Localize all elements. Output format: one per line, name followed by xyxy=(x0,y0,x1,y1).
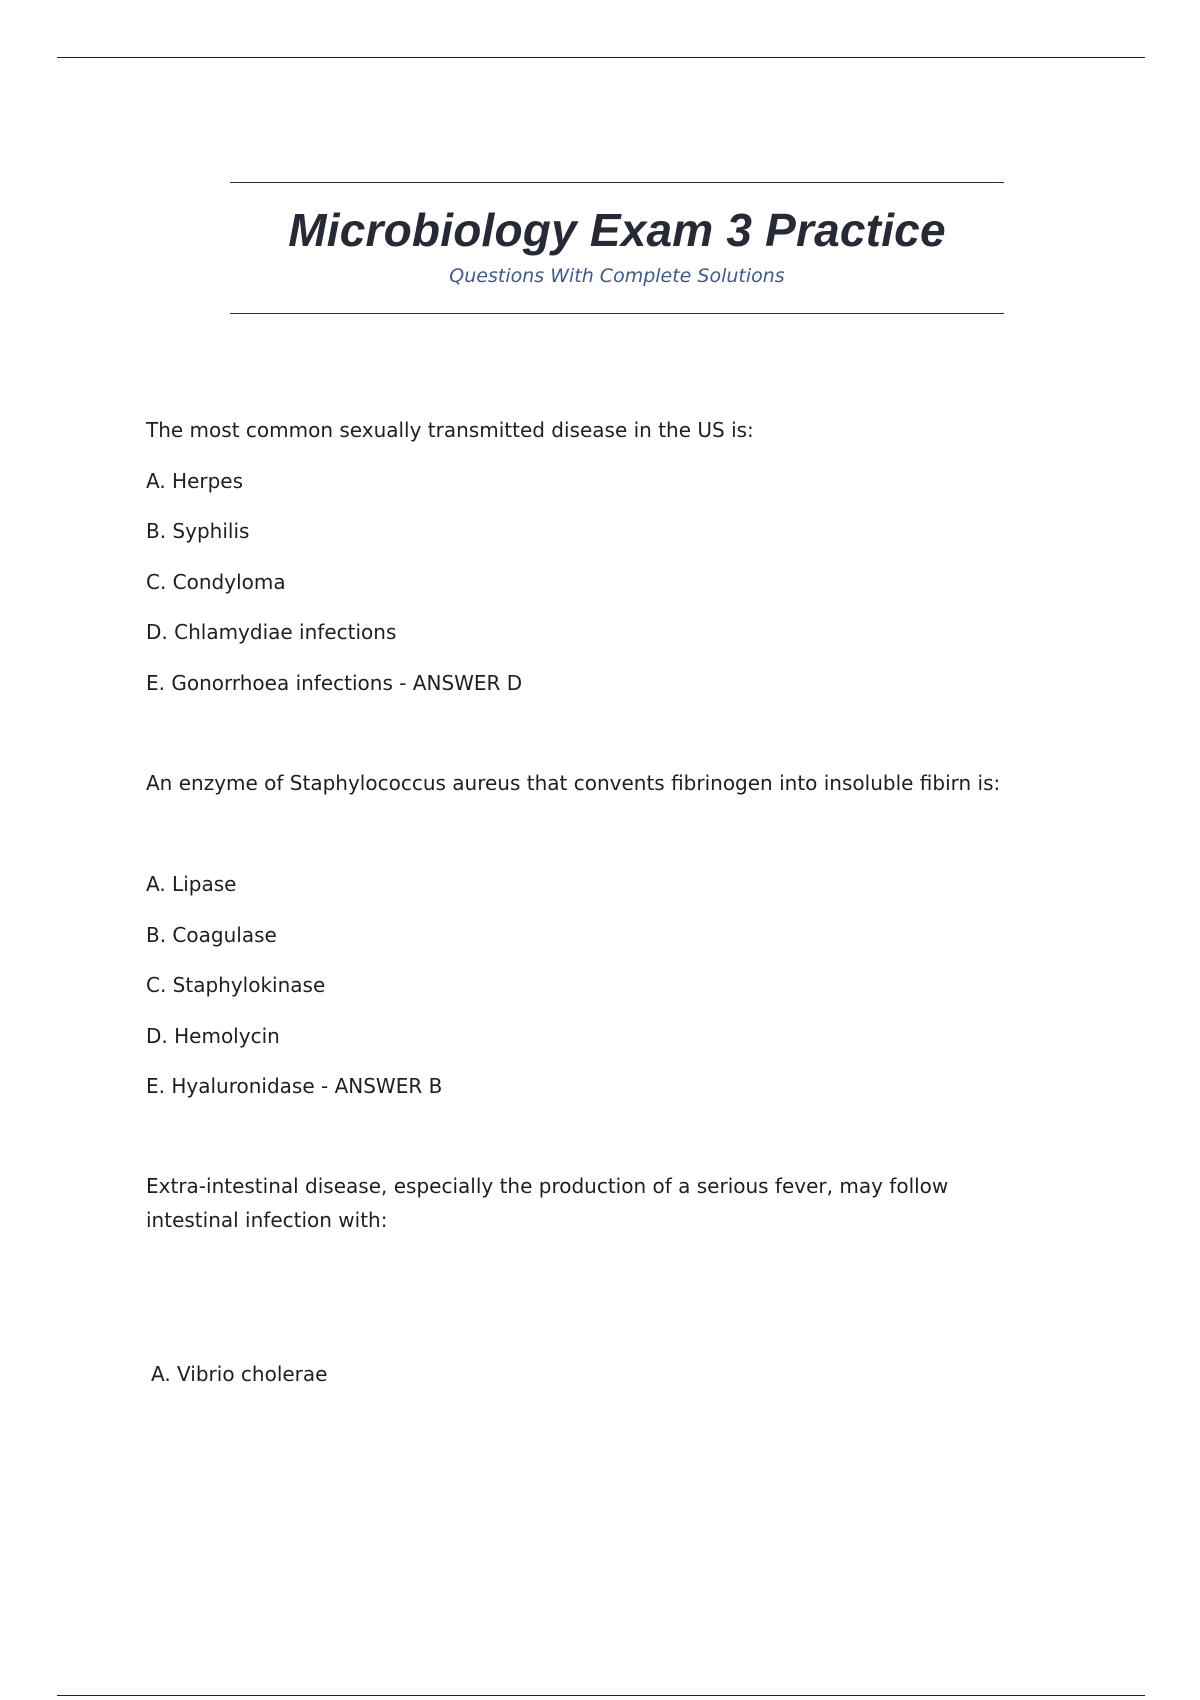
title-block xyxy=(230,182,1004,314)
question-3-prompt: Extra-intestinal disease, especially the production of a serious fever, may follow intestinal infection with: xyxy=(146,1174,949,1232)
title-top-rule xyxy=(230,182,1004,183)
question-2-option-a: A. Lipase xyxy=(146,872,237,896)
question-1-option-c: C. Condyloma xyxy=(146,570,286,594)
document-title: Microbiology Exam 3 Practice xyxy=(288,204,946,256)
question-1-option-a: A. Herpes xyxy=(146,469,244,493)
question-1-option-d: D. Chlamydiae infections xyxy=(146,620,397,644)
question-1-option-e: E. Gonorrhoea infections - ANSWER D xyxy=(146,671,523,695)
document-subtitle: Questions With Complete Solutions xyxy=(449,265,785,287)
page-bottom-rule xyxy=(57,1695,1145,1696)
title-bottom-rule xyxy=(230,313,1004,314)
question-3-option-a: A. Vibrio cholerae xyxy=(151,1362,328,1386)
question-2-option-c: C. Staphylokinase xyxy=(146,973,326,997)
question-1-prompt: The most common sexually transmitted disease in the US is: xyxy=(146,418,754,442)
question-2-option-b: B. Coagulase xyxy=(146,923,277,947)
question-2-prompt: An enzyme of Staphylococcus aureus that convents fibrinogen into insoluble fibirn is: xyxy=(146,771,1001,795)
question-2-option-d: D. Hemolycin xyxy=(146,1024,280,1048)
question-2-option-e: E. Hyaluronidase - ANSWER B xyxy=(146,1074,443,1098)
page-top-rule xyxy=(57,57,1145,58)
question-1-option-b: B. Syphilis xyxy=(146,519,250,543)
